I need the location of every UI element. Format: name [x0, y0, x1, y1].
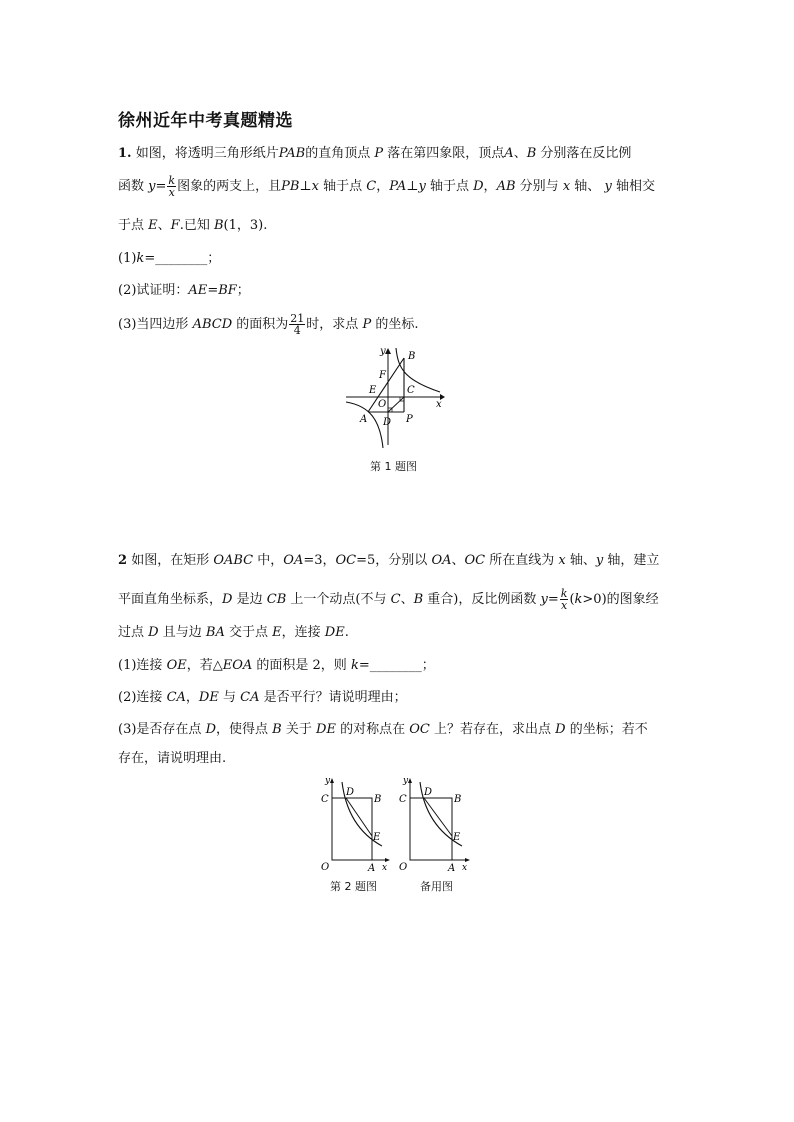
q2-text: DE	[324, 625, 345, 640]
y-axis-arrow	[408, 778, 412, 783]
fraction-denominator: 4	[293, 324, 301, 337]
fraction-numerator: 21	[290, 312, 305, 325]
q1-text: 分别落在反比例	[540, 146, 632, 161]
q1-text: 函数	[118, 179, 145, 194]
label-D: D	[383, 417, 392, 428]
q2-text: DE	[316, 722, 336, 737]
label-C: C	[321, 794, 329, 805]
page-title: 徐州近年中考真题精选	[118, 111, 293, 131]
label-C: C	[399, 794, 407, 805]
q1-text: .已知	[179, 218, 210, 233]
q2-text: D	[205, 722, 216, 737]
q1-text: 的坐标.	[375, 317, 419, 332]
q1-text: ，	[483, 179, 497, 194]
label-A: A	[448, 863, 456, 874]
q2-text: 所在直线为	[489, 553, 555, 568]
q2-text: (	[569, 592, 575, 607]
label-y: y	[325, 776, 331, 786]
q2-text: D	[222, 592, 233, 607]
q1-text: (1)	[118, 251, 137, 266]
q1-text: x	[562, 179, 571, 194]
q2-text: (3)是否存在点	[118, 722, 202, 737]
q2-text: 且与边	[162, 625, 202, 640]
q2-text: D	[148, 625, 159, 640]
q2-text: BA	[205, 625, 225, 640]
q2-text: OC	[409, 722, 430, 737]
label-O: O	[399, 862, 408, 873]
q2-text: 交于点	[228, 625, 268, 640]
label-P: P	[406, 414, 413, 425]
q1-part-1	[118, 250, 220, 268]
q1-part-2	[118, 282, 250, 300]
q2-text: ，使得点	[216, 722, 269, 737]
figure-2-spare	[394, 774, 474, 876]
segment-DE	[346, 798, 372, 836]
q2-text: D	[555, 722, 566, 737]
q1-text: C	[366, 179, 377, 194]
q2-text: ，若△	[186, 658, 223, 673]
q1-text: 于点	[118, 218, 145, 233]
fraction-k-over-x	[560, 588, 569, 611]
q2-text: CA	[166, 690, 186, 705]
q2-text: 、	[400, 592, 414, 607]
q1-text: B	[213, 218, 224, 233]
q2-text: ，	[185, 690, 199, 705]
q2-text: 轴、	[569, 553, 596, 568]
q1-text: =	[155, 179, 167, 194]
q2-part-3-cont	[118, 750, 226, 768]
q2-text: B	[413, 592, 424, 607]
q2-text: .	[344, 625, 349, 640]
q1-text: 图象的两支上，且	[177, 179, 282, 194]
q1-text: 的面积为	[236, 317, 289, 332]
q1-text: PAB	[278, 146, 306, 161]
q2-part-1	[118, 657, 435, 675]
q1-text: PA	[389, 179, 407, 194]
q2-text: 关于	[285, 722, 312, 737]
q2-text: 是边	[236, 592, 263, 607]
q2-text: OE	[166, 658, 187, 673]
label-E: E	[369, 385, 377, 396]
q1-text: 轴、	[574, 179, 601, 194]
q2-text: CB	[266, 592, 287, 607]
q1-line-1	[118, 145, 631, 163]
q1-text: 的直角顶点	[305, 146, 371, 161]
q2-text: =5，分别以	[356, 553, 428, 568]
label-y: y	[380, 346, 386, 357]
fraction-numerator: k	[168, 174, 176, 187]
x-axis-arrow	[465, 858, 470, 862]
q1-line-2	[118, 175, 655, 198]
q1-text: 轴于点	[429, 179, 469, 194]
x-axis-arrow	[385, 858, 390, 862]
fraction-k-over-x	[167, 175, 176, 198]
q1-text: 分别与	[519, 179, 559, 194]
q1-text: (3)当四边形	[118, 317, 189, 332]
label-B: B	[454, 794, 462, 805]
q2-text: 存在，请说明理由.	[118, 751, 227, 766]
q2-text: x	[558, 553, 566, 568]
q1-text: ⊥	[299, 179, 312, 194]
q2-text: 与	[222, 690, 236, 705]
label-D: D	[424, 787, 433, 798]
q2-text: 的坐标；若不	[569, 722, 648, 737]
fraction-denominator: x	[560, 599, 568, 612]
q1-text: y	[148, 179, 156, 194]
q1-text: AE	[188, 283, 208, 298]
q2-text: k	[350, 658, 359, 673]
q2-line-1	[118, 552, 659, 570]
q2-text: 如图，在矩形	[131, 553, 210, 568]
q2-text: OA	[283, 553, 304, 568]
q1-text: 、	[157, 218, 171, 233]
label-A: A	[368, 863, 376, 874]
q2-text: B	[272, 722, 282, 737]
q1-text: 时，求点	[306, 317, 359, 332]
q2-part-2	[118, 689, 407, 707]
q2-text: 平面直角坐标系，	[118, 592, 223, 607]
q1-text: AB	[496, 179, 516, 194]
q2-text: =3，	[303, 553, 336, 568]
q1-line-3	[118, 217, 267, 235]
label-x: x	[382, 863, 388, 873]
q2-line-3	[118, 624, 349, 642]
q2-text: 上？若存在，求出点	[433, 722, 551, 737]
segment-DE	[424, 798, 452, 836]
q2-line-2	[118, 588, 659, 611]
q1-text: P	[374, 146, 384, 161]
q1-text: 轴于点	[323, 179, 363, 194]
segment-CD	[388, 397, 404, 412]
q2-text: OABC	[213, 553, 254, 568]
q2-text: 上一个动点(不与	[290, 592, 387, 607]
label-B: B	[374, 794, 382, 805]
label-A: A	[360, 414, 368, 425]
q1-text: ABCD	[192, 317, 233, 332]
q2-text: EOA	[222, 658, 253, 673]
q1-text: ⊥	[406, 179, 419, 194]
q2-text: 轴，建立	[607, 553, 660, 568]
label-B: B	[408, 351, 416, 362]
q1-text: y	[418, 179, 426, 194]
q1-text: E	[148, 218, 158, 233]
q1-text: F	[170, 218, 180, 233]
q2-text: 过点	[118, 625, 145, 640]
q1-text: (2)试证明：	[118, 283, 189, 298]
fraction-denominator: x	[168, 186, 175, 199]
label-D: D	[346, 787, 355, 798]
q2-text: ，连接	[281, 625, 321, 640]
q2-text: =	[547, 592, 559, 607]
q2-text: 的面积是 2，则	[256, 658, 347, 673]
figure-2-caption: 第 2 题图	[330, 880, 377, 893]
q2-text: CA	[240, 690, 260, 705]
q2-text: OC	[335, 553, 357, 568]
q2-text: OC	[464, 553, 486, 568]
q1-text: B	[526, 146, 537, 161]
label-y: y	[403, 776, 409, 786]
q2-text: OA	[431, 553, 452, 568]
q1-part-3	[118, 313, 418, 336]
q1-text: ；	[236, 283, 250, 298]
q1-number: 1.	[118, 146, 132, 161]
q2-text: DE	[198, 690, 219, 705]
q2-text: (1)连接	[118, 658, 163, 673]
fraction-21-over-4	[289, 313, 305, 336]
q2-text: 重合)，反比例函数	[427, 592, 537, 607]
q2-text: y	[595, 553, 604, 568]
q2-text: k	[574, 592, 583, 607]
q1-text: BF	[218, 283, 237, 298]
q1-text: PB	[281, 179, 300, 194]
q2-text: >0)的图象经	[582, 592, 659, 607]
q1-text: D	[473, 179, 484, 194]
figure-1	[340, 340, 455, 450]
q1-text: y	[604, 179, 612, 194]
answer-blank: =________；	[358, 658, 435, 673]
q1-text: A	[504, 146, 514, 161]
hyperbola-branch-1	[396, 348, 440, 392]
figure-2-spare-caption: 备用图	[420, 880, 453, 893]
q1-text: x	[311, 179, 319, 194]
q2-text: (2)连接	[118, 690, 163, 705]
q1-text: =	[207, 283, 219, 298]
q2-number: 2	[118, 553, 128, 568]
label-E: E	[453, 832, 461, 843]
q2-text: 是否平行？请说明理由；	[263, 690, 407, 705]
figure-2-main	[316, 774, 390, 876]
q1-text: k	[136, 251, 145, 266]
y-axis-arrow	[385, 348, 391, 354]
label-O: O	[321, 862, 330, 873]
q1-text: 轴相交	[615, 179, 655, 194]
q2-text: C	[390, 592, 401, 607]
q2-text: 的对称点在	[340, 722, 406, 737]
q1-text: ，	[376, 179, 390, 194]
answer-blank: =________；	[144, 251, 221, 266]
label-E: E	[373, 832, 381, 843]
label-F: F	[379, 370, 386, 381]
y-axis-arrow	[330, 778, 334, 783]
q1-text: (1，3).	[223, 218, 268, 233]
q1-text: P	[362, 317, 372, 332]
q2-part-3	[118, 721, 648, 739]
q2-text: y	[540, 592, 548, 607]
label-C: C	[407, 385, 415, 396]
q2-text: E	[272, 625, 282, 640]
q2-text: 中，	[257, 553, 284, 568]
label-O: O	[378, 399, 387, 410]
q1-text: 、	[513, 146, 527, 161]
figure-1-caption: 第 1 题图	[370, 460, 417, 473]
q1-text: 如图，将透明三角形纸片	[135, 146, 279, 161]
label-x: x	[436, 399, 442, 410]
fraction-numerator: k	[560, 587, 568, 600]
label-x: x	[462, 863, 468, 873]
q1-text: 落在第四象限，顶点	[387, 146, 505, 161]
q2-text: 、	[451, 553, 465, 568]
